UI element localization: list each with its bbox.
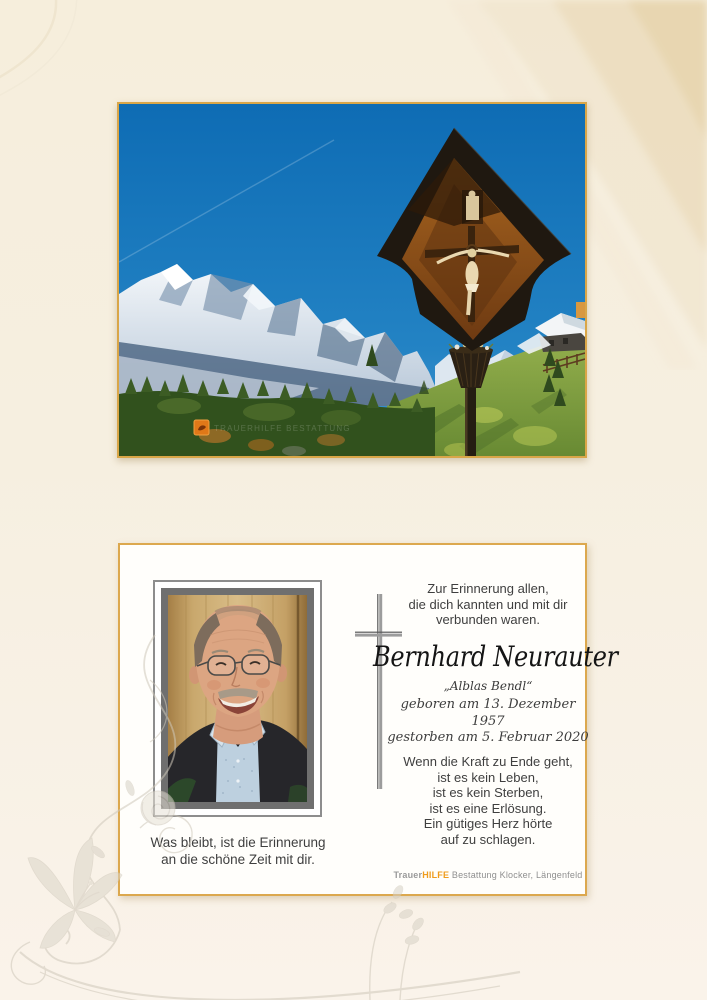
birth-date: geboren am 13. Dezember 1957 xyxy=(400,697,576,729)
poem-line: ist es kein Leben, xyxy=(437,769,539,785)
corner-swirl-decoration xyxy=(0,0,130,100)
death-date: gestorben am 5. Februar 2020 xyxy=(387,730,589,745)
poem-line: auf zu schlagen. xyxy=(440,831,536,847)
remembrance-line: Was bleibt, ist die Erinnerung xyxy=(150,835,326,850)
funeral-home-brand-prefix: Trauer xyxy=(393,870,423,880)
intro-line: die dich kannten und mit dir xyxy=(408,596,568,612)
poem-line: Ein gütiges Herz hörte xyxy=(423,816,553,832)
funeral-home-brand-highlight: HILFE xyxy=(422,870,450,880)
remembrance-line: an die schöne Zeit mit dir. xyxy=(161,852,315,867)
rose-ornament xyxy=(141,791,175,825)
funeral-home-rest: Bestattung Klocker, Längenfeld xyxy=(449,870,583,880)
alpine-landscape-photo xyxy=(119,104,585,456)
leaf-sprigs xyxy=(90,779,426,1000)
alpine-photo-card xyxy=(117,102,587,458)
poem-line: ist es eine Erlösung. xyxy=(429,800,547,816)
intro-line: Zur Erinnerung allen, xyxy=(427,581,549,596)
poem-line: Wenn die Kraft zu Ende geht, xyxy=(403,754,573,769)
deceased-name: Bernhard Neurauter xyxy=(373,640,618,674)
poem-line: ist es kein Sterben, xyxy=(432,785,544,801)
floral-ornament xyxy=(0,620,540,1000)
deceased-nickname: „Alblas Bendl“ xyxy=(443,679,533,693)
intro-line: verbunden waren. xyxy=(435,612,541,627)
watermark-text: TRAUERHILFE BESTATTUNG xyxy=(214,424,351,433)
